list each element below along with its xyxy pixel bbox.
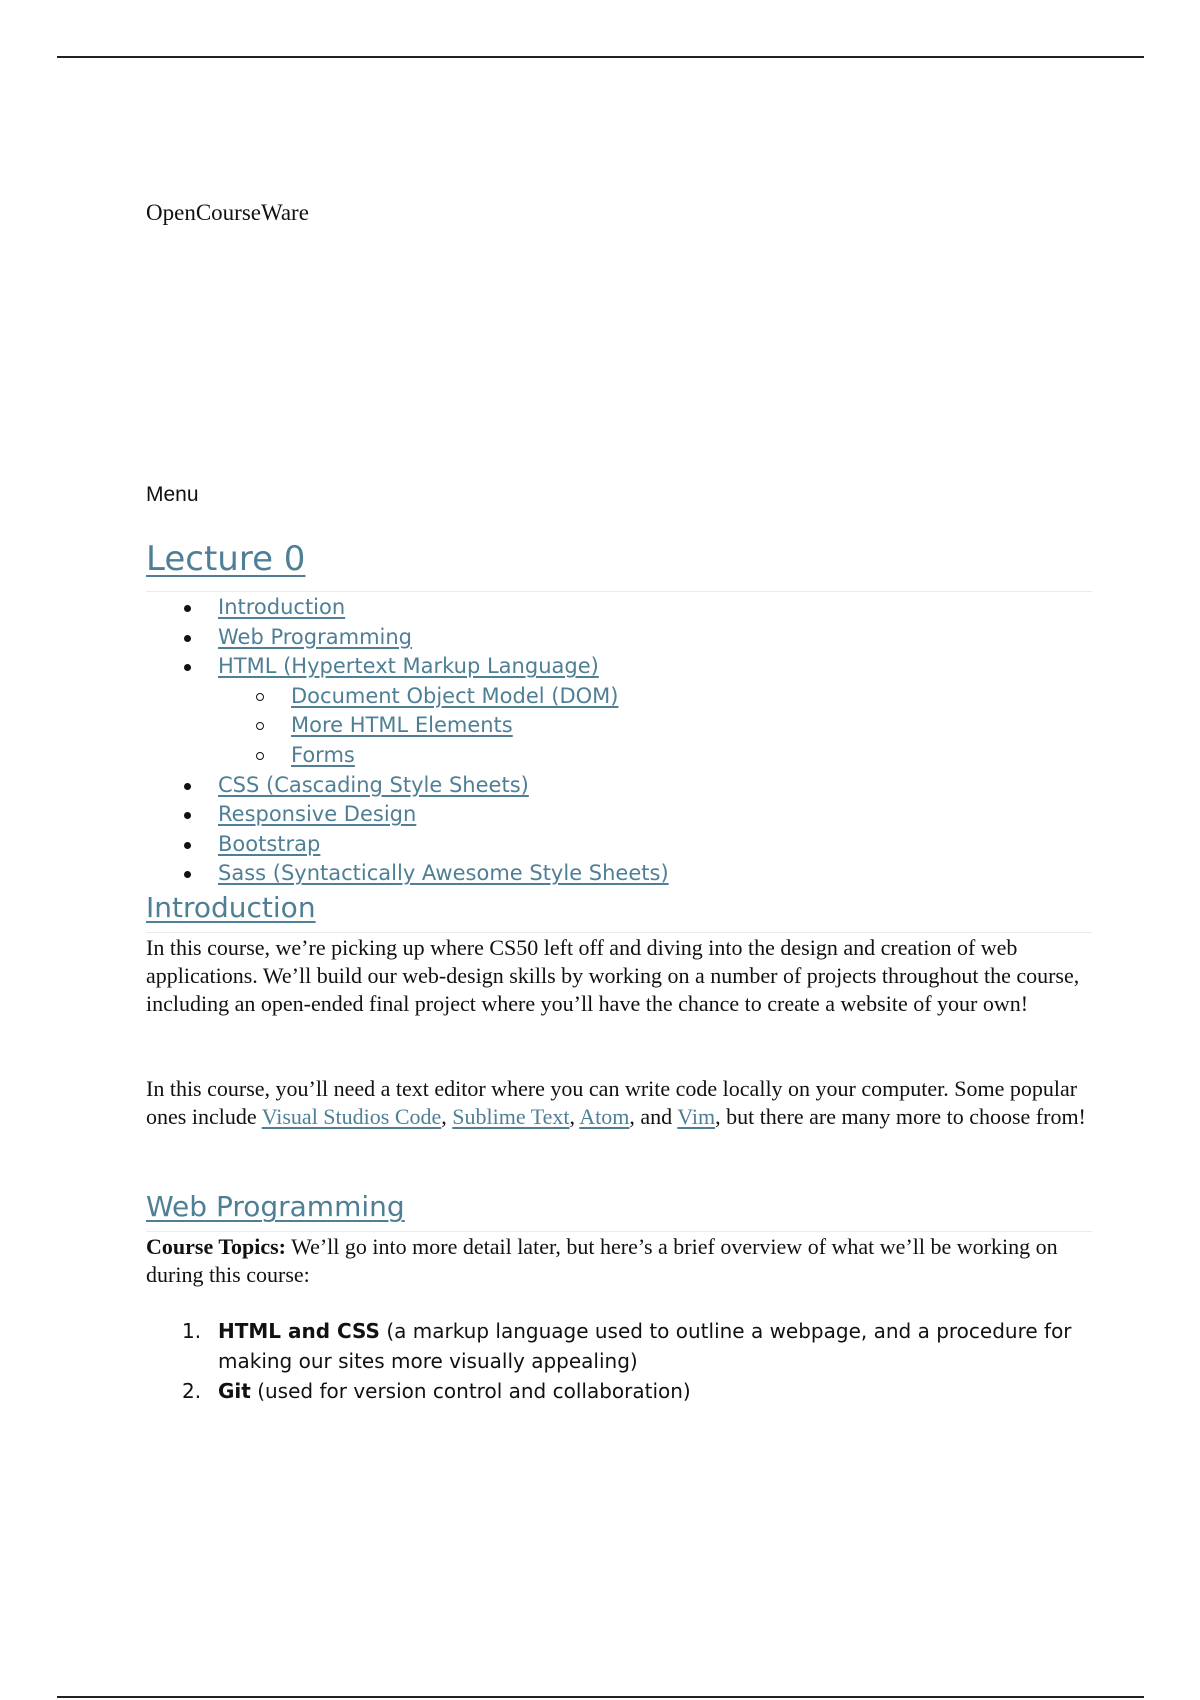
topic-title: Git xyxy=(218,1379,251,1403)
toc-subitem xyxy=(146,741,669,771)
lecture-title xyxy=(146,537,1092,592)
toc-item xyxy=(146,623,669,653)
course-topics-paragraph xyxy=(146,1233,1092,1289)
toc-item xyxy=(146,859,669,889)
paragraph-text: In this course, you’ll need a text editor where you can write code locally on your computer. Some popular ones include xyxy=(146,1076,1078,1129)
table-of-contents xyxy=(146,593,669,889)
list-item xyxy=(146,1316,1092,1376)
topic-description: (a markup language used to outline a webpage, and a procedure for making our sites more visually appealing) xyxy=(218,1319,1072,1373)
paragraph-text: , but there are many more to choose from! xyxy=(715,1104,1086,1129)
toc-subitem xyxy=(146,682,669,712)
list-number: 1. xyxy=(182,1319,202,1343)
toc-link-web-programming[interactable]: Web Programming xyxy=(218,624,412,649)
toc-link-sass[interactable]: Sass (Syntactically Awesome Style Sheets) xyxy=(218,861,669,886)
toc-link-forms[interactable]: Forms xyxy=(291,742,355,767)
toc-link-html[interactable]: HTML (Hypertext Markup Language) xyxy=(218,654,599,679)
course-topics-label: Course Topics: xyxy=(146,1234,286,1259)
section-heading-introduction xyxy=(146,890,1092,933)
section-heading-web-programming xyxy=(146,1189,1092,1232)
list-number: 2. xyxy=(182,1379,202,1403)
text-editor-paragraph xyxy=(146,1075,1092,1131)
section-heading-web-programming-link[interactable]: Web Programming xyxy=(146,1190,405,1223)
menu-button[interactable]: Menu xyxy=(146,483,199,506)
topic-title: HTML and CSS xyxy=(218,1319,380,1343)
separator: , xyxy=(569,1104,580,1129)
introduction-paragraph: In this course, we’re picking up where CS50 left off and diving into the design and creation of web applications. We’ll build our web-design skills by working on a number of projects throughout the course, including an open-ended final project where you’ll have the chance to create a website of your own! xyxy=(146,935,1080,1016)
toc-item xyxy=(146,771,669,801)
toc-link-more-html-elements[interactable]: More HTML Elements xyxy=(291,713,513,738)
separator: , and xyxy=(629,1104,678,1129)
top-rule xyxy=(57,56,1144,58)
toc-subitem xyxy=(146,711,669,741)
course-topics-intro: We’ll go into more detail later, but here’s a brief overview of what we’ll be working on during this course: xyxy=(146,1234,1058,1287)
toc-item xyxy=(146,593,669,623)
toc-item xyxy=(146,830,669,860)
toc-link-dom[interactable]: Document Object Model (DOM) xyxy=(291,683,619,708)
toc-item xyxy=(146,652,669,682)
toc-link-bootstrap[interactable]: Bootstrap xyxy=(218,831,321,856)
topic-description: (used for version control and collaboration) xyxy=(250,1379,691,1403)
link-atom[interactable]: Atom xyxy=(579,1104,630,1129)
toc-link-css[interactable]: CSS (Cascading Style Sheets) xyxy=(218,772,529,797)
list-item xyxy=(146,1376,1092,1406)
link-sublime-text[interactable]: Sublime Text xyxy=(452,1104,570,1129)
course-topics-list xyxy=(146,1316,1092,1406)
separator: , xyxy=(441,1104,453,1129)
toc-item xyxy=(146,800,669,830)
toc-link-responsive-design[interactable]: Responsive Design xyxy=(218,802,417,827)
bottom-rule xyxy=(57,1696,1144,1698)
site-title[interactable]: OpenCourseWare xyxy=(146,200,309,225)
toc-link-introduction[interactable]: Introduction xyxy=(218,595,346,619)
section-heading-introduction-link[interactable]: Introduction xyxy=(146,891,316,924)
link-vim[interactable]: Vim xyxy=(677,1104,716,1129)
link-visual-studios-code[interactable]: Visual Studios Code xyxy=(261,1104,442,1129)
lecture-title-link[interactable]: Lecture 0 xyxy=(146,539,306,579)
